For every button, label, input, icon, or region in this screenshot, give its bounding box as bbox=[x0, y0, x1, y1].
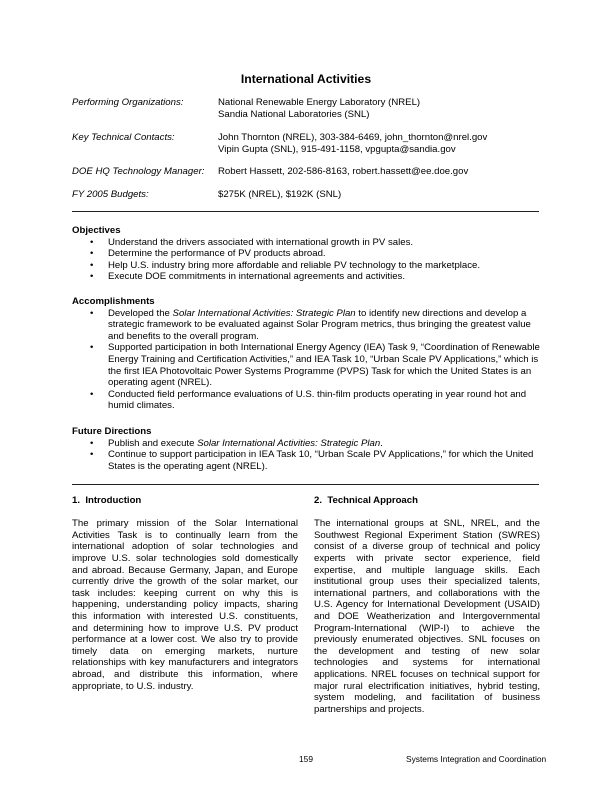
list-item bbox=[72, 260, 540, 272]
future-directions-heading: Future Directions bbox=[72, 426, 152, 437]
item-text: Execute DOE commitments in international agreements and activities. bbox=[108, 271, 406, 283]
technical-approach-heading: 2. Technical Approach bbox=[314, 495, 418, 506]
bullet-icon: • bbox=[90, 248, 94, 260]
item-text: . bbox=[380, 437, 383, 449]
introduction-body: The primary mission of the Solar International Activities Task is to continually learn from the international adoption of solar technologies and improve U.S. solar technologies sold domestically and abroad. Because Germany, Japan, and Europe currently drive the growth of the solar market, our task includes: keeping current on why this is happening, understanding policy impacts, sharing this information with interested U.S. constituents, and determining how to improve U.S. PV product performance at a lower cost. We also try to provide timely data on emerging markets, nurture relationships with key manufacturers and integrators abroad, and distribute this information, where appropriate, to U.S. industry. bbox=[72, 518, 298, 692]
technical-approach-column bbox=[314, 495, 540, 715]
item-emphasis: Solar International Activities: Strategic Plan bbox=[197, 437, 381, 449]
future-directions-list bbox=[72, 438, 540, 473]
bullet-icon: • bbox=[90, 307, 94, 319]
page-number: 159 bbox=[299, 754, 313, 764]
accomplishments-heading: Accomplishments bbox=[72, 296, 155, 307]
item-text: Continue to support participation in IEA Task 10, “Urban Scale PV Applications,” for which the United States is the operating agent (NREL). bbox=[108, 449, 534, 472]
item-text: to identify new directions and develop a strategic framework to be evaluated against Solar Program metrics, thus bringing the greatest value and benefits to the overall program. bbox=[108, 307, 531, 342]
info-value bbox=[218, 189, 341, 201]
info-line: Sandia National Laboratories (SNL) bbox=[218, 108, 370, 120]
info-row-budgets bbox=[72, 189, 540, 203]
info-row-manager bbox=[72, 166, 540, 189]
item-text: Help U.S. industry bring more affordable and reliable PV technology to the marketplace. bbox=[108, 259, 481, 271]
info-row-contacts bbox=[72, 132, 540, 166]
bullet-icon: • bbox=[90, 236, 94, 248]
bullet-icon: • bbox=[90, 449, 94, 461]
list-item bbox=[72, 389, 540, 412]
introduction-column bbox=[72, 495, 298, 692]
info-block bbox=[72, 97, 540, 203]
list-item bbox=[72, 308, 540, 343]
objectives-section bbox=[72, 225, 540, 283]
objectives-heading: Objectives bbox=[72, 225, 121, 236]
info-line: $275K (NREL), $192K (SNL) bbox=[218, 189, 342, 200]
objectives-list bbox=[72, 237, 540, 283]
info-label: Key Technical Contacts: bbox=[72, 132, 175, 143]
item-text: Publish and execute bbox=[108, 437, 198, 449]
item-text: Developed the bbox=[108, 307, 173, 319]
divider-top bbox=[72, 211, 539, 212]
bullet-icon: • bbox=[90, 259, 94, 271]
item-emphasis: Solar International Activities: Strategic Plan bbox=[172, 307, 356, 319]
item-text: Understand the drivers associated with international growth in PV sales. bbox=[108, 236, 414, 248]
info-line: Vipin Gupta (SNL), 915-491-1158, vpgupta@sandia.gov bbox=[218, 143, 456, 155]
page-title: International Activities bbox=[240, 72, 372, 86]
bullet-icon: • bbox=[90, 437, 94, 449]
introduction-heading: 1. Introduction bbox=[72, 495, 142, 506]
info-line: National Renewable Energy Laboratory (NREL) bbox=[218, 97, 421, 108]
info-line: Robert Hassett, 202-586-8163, robert.hassett@ee.doe.gov bbox=[218, 166, 469, 177]
info-value bbox=[218, 97, 420, 120]
item-text: Determine the performance of PV products abroad. bbox=[108, 248, 326, 260]
item-text: Supported participation in both International Energy Agency (IEA) Task 9, “Coordination of Renewable Energy Training and Certification Activities,” and IEA Task 10, “Urban Scale PV Applications,” which is the first IEA Photovoltaic Power Systems Programme (PVPS) Task for which the United States is an operating agent (NREL). bbox=[108, 342, 540, 389]
bullet-icon: • bbox=[90, 271, 94, 283]
list-item bbox=[72, 438, 540, 450]
technical-approach-body: The international groups at SNL, NREL, and the Southwest Regional Experiment Station (SWRES) consist of a diverse group of technical and policy experts with private sector experience, field expertise, and multiple language skills. Each institutional group uses their specialized talents, international partners, and collaborations with the U.S. Agency for International Development (USAID) and DOE Weatherization and Intergovernmental Program-International (WIP-I) to achieve the previously enumerated objectives. SNL focuses on the development and testing of new solar technologies and systems for international applications. NREL focuses on technical support for major rural electrification initiatives, hybrid testing, system modeling, and facilitation of business partnerships and projects. bbox=[314, 518, 540, 715]
future-directions-section bbox=[72, 426, 540, 472]
item-text: Conducted field performance evaluations of U.S. thin-film products operating in year round hot and humid climates. bbox=[108, 388, 527, 412]
divider-bottom bbox=[72, 484, 539, 485]
info-label: Performing Organizations: bbox=[72, 97, 184, 108]
info-value bbox=[218, 166, 468, 178]
accomplishments-section bbox=[72, 296, 540, 412]
info-row-organizations bbox=[72, 97, 540, 132]
list-item bbox=[72, 237, 540, 249]
info-label: DOE HQ Technology Manager: bbox=[72, 166, 205, 177]
footer-section-title: Systems Integration and Coordination bbox=[406, 754, 547, 764]
info-value bbox=[218, 132, 487, 155]
list-item bbox=[72, 271, 540, 283]
list-item bbox=[72, 342, 540, 388]
list-item bbox=[72, 248, 540, 260]
info-line: John Thornton (NREL), 303-384-6469, john_thornton@nrel.gov bbox=[218, 132, 488, 143]
info-label: FY 2005 Budgets: bbox=[72, 189, 149, 200]
bullet-icon: • bbox=[90, 388, 94, 400]
list-item bbox=[72, 449, 540, 472]
accomplishments-list bbox=[72, 308, 540, 412]
bullet-icon: • bbox=[90, 342, 94, 354]
